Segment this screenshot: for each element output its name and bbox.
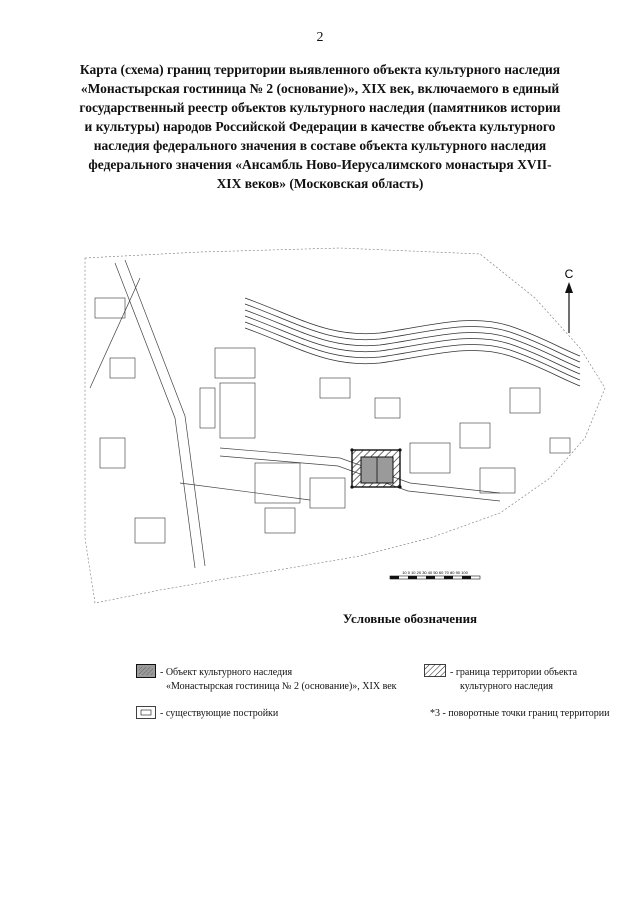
cultural-heritage-object [350,448,401,488]
title-line: «Монастырская гостиница № 2 (основание)», XIX век, включаемого в единый [80,81,560,96]
legend-boundary-line2: культурного наследия [460,681,553,692]
title-line: Карта (схема) границ территории выявленного объекта культурного наследия [79,62,561,77]
legend-object-line2: «Монастырская гостиница № 2 (основание)», XIX век [166,681,397,692]
title-line: федерального значения «Ансамбль Ново-Иерусалимского монастыря XVII- [88,157,552,172]
legend-turning-points: *3 - поворотные точки границ территории [430,708,610,719]
north-label: С [564,267,574,281]
legend-object-line1: - Объект культурного наследия [160,667,293,678]
object-legend-swatch [136,664,156,678]
page-number: 2 [316,30,324,45]
contour-lines [245,298,580,386]
legend-title: Условные обозначения [342,611,478,626]
title-line: и культуры) народов Российской Федерации в качестве объекта культурного [84,119,556,134]
legend-boundary-line1: - граница территории объекта [450,667,578,678]
title-line: XIX веков» (Московская область) [216,176,424,191]
scale-bar [390,570,480,579]
title-line: наследия федерального значения в составе объекта культурного наследия [93,138,547,153]
scale-bar-label: 10 0 10 20 30 40 50 60 70 80 90 100 [402,570,468,575]
boundary-legend-swatch [424,664,446,677]
document-title [70,60,570,193]
map-outline [85,248,605,603]
site-map-svg [80,238,620,618]
legend-existing-buildings: - существующие постройки [160,708,279,719]
title-line: государственный реестр объектов культурного наследия (памятников истории [79,100,561,115]
site-map [80,238,620,618]
existing-buildings-legend-swatch [136,706,156,719]
north-arrow [565,267,574,333]
